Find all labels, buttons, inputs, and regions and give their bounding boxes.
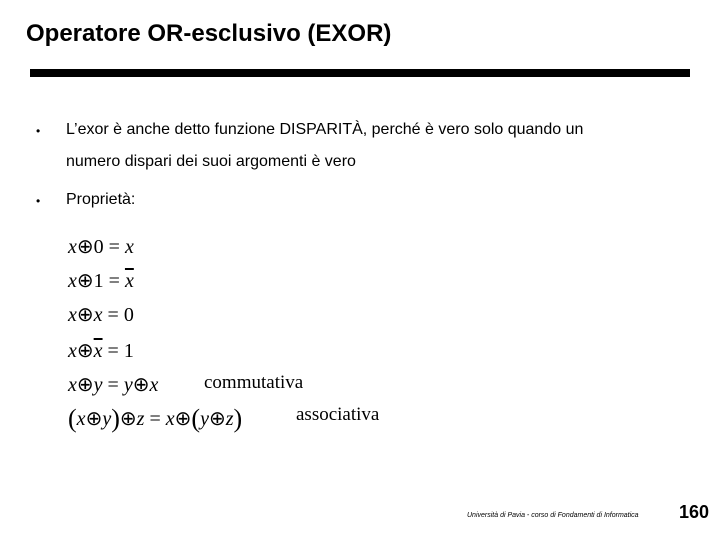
formula-x-xor-1: x⊕1 = $\overline{x}$	[68, 270, 134, 292]
bullet-marker: •	[36, 194, 41, 208]
formula-x-xor-0: x⊕0 = x	[68, 236, 134, 258]
slide-title: Operatore OR-esclusivo (EXOR)	[26, 20, 392, 47]
formula-commutative: x⊕y = y⊕x	[68, 374, 159, 396]
footer-text: Università di Pavia - corso di Fondamenti di Informatica	[467, 512, 639, 519]
formula-associative: (x⊕y)⊕z = x⊕(y⊕z)	[68, 404, 243, 433]
bullet-text-disparita-line2: numero dispari dei suoi argomenti è vero	[66, 153, 356, 170]
bullet-marker: •	[36, 124, 41, 138]
page-number: 160	[679, 502, 710, 522]
label-associativa: associativa	[296, 404, 380, 425]
bullet-text-proprieta: Proprietà:	[66, 191, 136, 208]
bullet-text-disparita-line1: L’exor è anche detto funzione DISPARITÀ, perché è vero solo quando un	[66, 121, 584, 138]
title-underline	[30, 69, 690, 77]
label-commutativa: commutativa	[204, 372, 304, 393]
formula-x-xor-notx: $x\oplus\overline{x} = 1$	[68, 340, 134, 362]
formula-x-xor-x: x⊕x = 0	[68, 304, 134, 326]
